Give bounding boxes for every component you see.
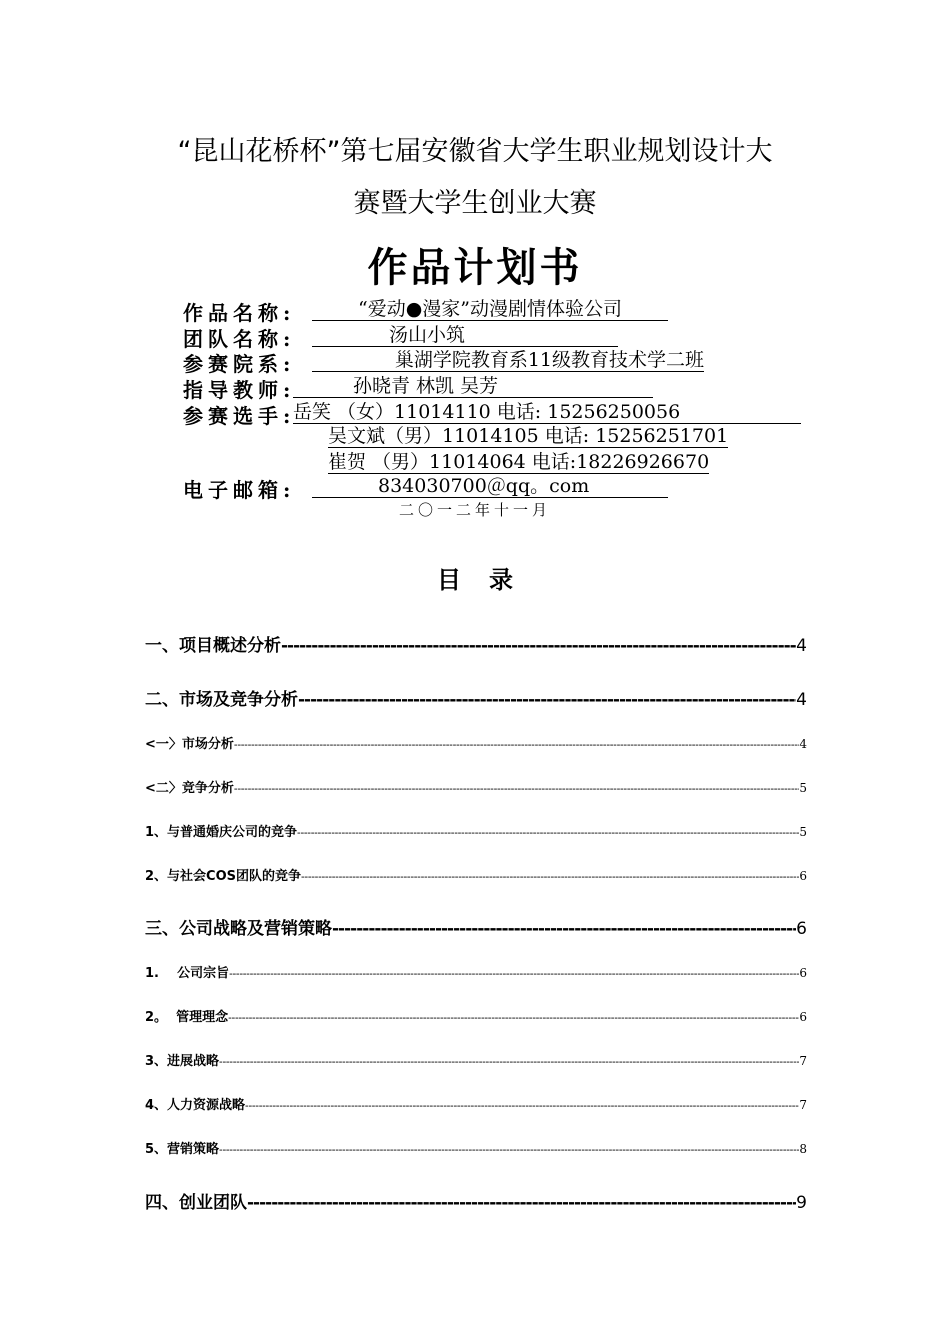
document-type-heading: 作品计划书 (367, 245, 583, 291)
work-name-label: 作品名称: (183, 301, 296, 325)
toc-title (0, 560, 950, 595)
player-3: 崔贺 （男）11014064 电话:18226926670 (328, 451, 710, 473)
player-1: 岳笑 （女）11014110 电话: 15256250056 (293, 401, 801, 424)
toc-entry[interactable]: 3、进展战略 ----- 7 (145, 1050, 807, 1069)
email-label: 电子邮箱: (183, 478, 296, 502)
toc-entry[interactable]: 5、营销策略 ----- 8 (145, 1138, 807, 1157)
toc-entry[interactable]: <一〉市场分析 ----- 4 (145, 733, 807, 752)
toc-entry[interactable]: 1. 公司宗旨 ----- 6 (145, 962, 807, 981)
toc-entry[interactable]: 一、项目概述分析 ----- 4 (145, 631, 807, 656)
toc-title-a: 目 (437, 565, 461, 594)
toc-entry[interactable]: 四、创业团队 ----- 9 (145, 1188, 807, 1213)
toc-entry[interactable]: 4、人力资源战略 ----- 7 (145, 1094, 807, 1113)
email-value: 834030700＠qq。com (312, 475, 668, 498)
advisor-value: 孙晓青 林凯 吴芳 (293, 375, 653, 398)
toc-title-b: 录 (489, 565, 513, 594)
advisor-label: 指导教师: (183, 378, 296, 402)
toc-entry[interactable]: 2。 管理理念 ----- 6 (145, 1006, 807, 1025)
document-date: 二〇一二年十一月 (398, 501, 551, 519)
players-label: 参赛选手: (183, 404, 296, 428)
toc-entry[interactable]: 1、与普通婚庆公司的竞争 ----- 5 (145, 821, 807, 840)
title-line-1: “昆山花桥杯”第七届安徽省大学生职业规划设计大 (177, 136, 773, 167)
toc-entry[interactable]: 二、市场及竞争分析 ----- 4 (145, 685, 807, 710)
toc-entry[interactable]: 三、公司战略及营销策略 ----- 6 (145, 914, 807, 939)
college-value: 巢湖学院教育系11级教育技术学二班 (312, 349, 704, 372)
work-name-value: “爱动●漫家”动漫剧情体验公司 (312, 298, 668, 321)
title-line-2: 赛暨大学生创业大赛 (353, 188, 597, 219)
team-name-label: 团队名称: (183, 327, 296, 351)
toc-entry[interactable]: 2、与社会COS团队的竞争 ----- 6 (145, 865, 807, 884)
player-2: 吴文斌（男）11014105 电话: 15256251701 (328, 425, 729, 447)
toc-entry[interactable]: <二〉竞争分析 ----- 5 (145, 777, 807, 796)
college-label: 参赛院系: (183, 352, 296, 376)
team-name-value: 汤山小筑 (312, 324, 618, 347)
